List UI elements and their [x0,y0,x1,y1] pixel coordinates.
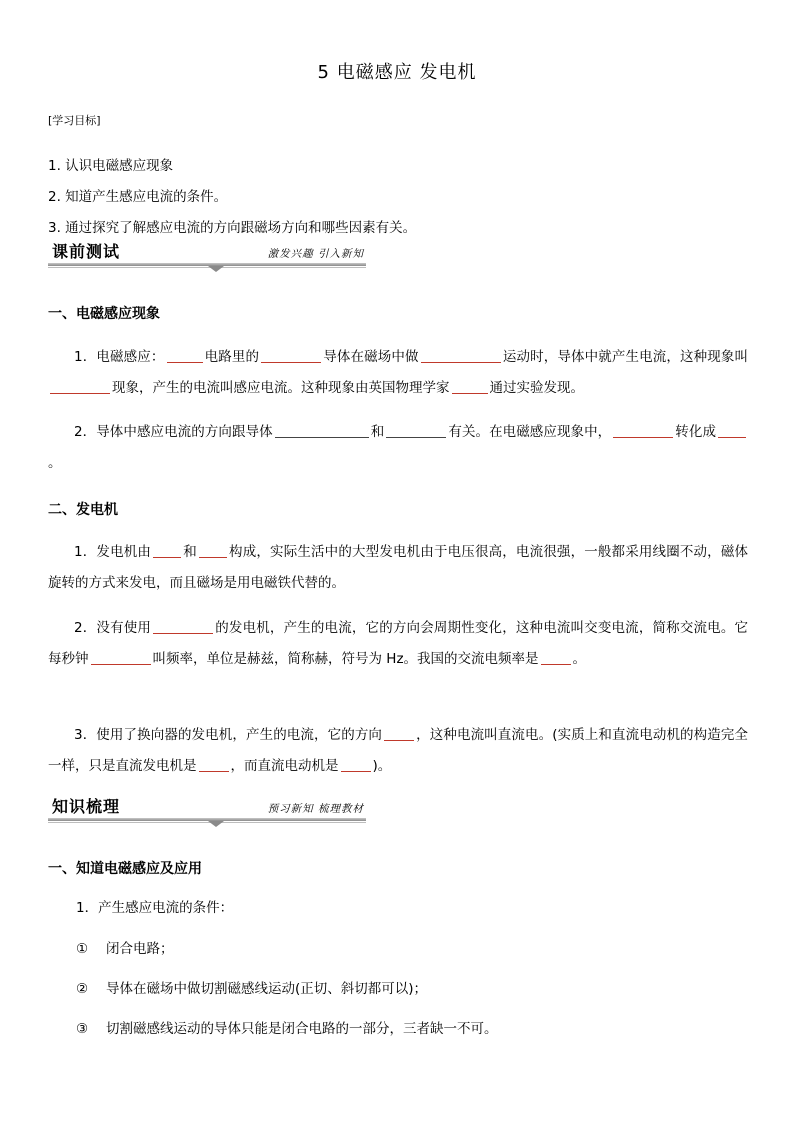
paragraph-current-direction: 2．导体中感应电流的方向跟导体 和 有关。在电磁感应现象中， 转化成。 [48,417,748,479]
fill-blank[interactable] [421,347,501,363]
banner-notch [208,821,224,827]
page-title: 5 电磁感应 发电机 [317,62,477,83]
fill-blank[interactable] [386,422,446,438]
banner-title: 课前测试 [52,242,121,261]
banner-underline [48,822,366,823]
fill-blank[interactable] [275,422,369,438]
banner-bar [48,818,366,821]
goal-item: 1. 认识电磁感应现象 [48,158,174,174]
paragraph-alternating-current: 2．没有使用 的发电机，产生的电流，它的方向会周期性变化，这种电流叫交变电流，简称交流电。它每秒钟 叫频率，单位是赫兹，简称赫，符号为 Hz。我国的交流电频率是 。 [48,620,748,667]
section-banner-pretest [48,240,366,266]
fill-blank[interactable] [384,725,414,741]
fill-blank[interactable] [452,378,488,394]
list-item: ② 导体在磁场中做切割磁感线运动(正切、斜切都可以)； [76,981,428,997]
fill-blank[interactable] [167,347,203,363]
banner-tag: 激发兴趣 引入新知 [267,248,364,260]
fill-blank[interactable] [153,542,181,558]
paragraph-generator-structure: 1．发电机由 和 构成，实际生活中的大型发电机由于电压很高，电流很强，一般都采用线圈不动，磁体旋转的方式来发电，而且磁场是用电磁铁代替的。 [48,544,749,591]
banner-notch [208,266,224,272]
goal-item: 2. 知道产生感应电流的条件。 [48,189,228,205]
fill-blank[interactable] [541,649,571,665]
banner-bar [48,263,366,266]
banner-title: 知识梳理 [52,797,121,816]
fill-blank[interactable] [613,422,673,438]
goals-label: [学习目标] [48,114,101,127]
section-heading: 二、发电机 [48,502,118,518]
banner-tag: 预习新知 梳理教材 [267,803,364,815]
section-banner-knowledge [48,795,366,821]
banner-underline [48,267,366,268]
list-item: ① 闭合电路； [76,941,174,957]
section-heading: 一、电磁感应现象 [48,306,160,322]
list-item: ③ 切割磁感线运动的导体只能是闭合电路的一部分，三者缺一不可。 [76,1021,498,1037]
fill-blank[interactable] [50,378,110,394]
fill-blank[interactable] [199,756,229,772]
fill-blank[interactable] [341,756,371,772]
paragraph-direct-current: 3．使用了换向器的发电机，产生的电流，它的方向 ，这种电流叫直流电。(实质上和直流电动机的构造完全一样，只是直流发电机是 ，而直流电动机是 )。 [48,727,748,774]
goal-item: 3. 通过探究了解感应电流的方向跟磁场方向和哪些因素有关。 [48,220,417,236]
fill-blank[interactable] [199,542,227,558]
fill-blank[interactable] [153,618,213,634]
fill-blank[interactable] [718,422,746,438]
paragraph-electromagnetic-induction: 1．电磁感应： 电路里的 导体在磁场中做 运动时，导体中就产生电流，这种现象叫现象，产生的电流叫感应电流。这种现象由英国物理学家 通过实验发现。 [48,342,748,404]
sub-heading: 1．产生感应电流的条件： [76,900,234,916]
section-heading: 一、知道电磁感应及应用 [48,861,202,877]
fill-blank[interactable] [91,649,151,665]
fill-blank[interactable] [261,347,321,363]
